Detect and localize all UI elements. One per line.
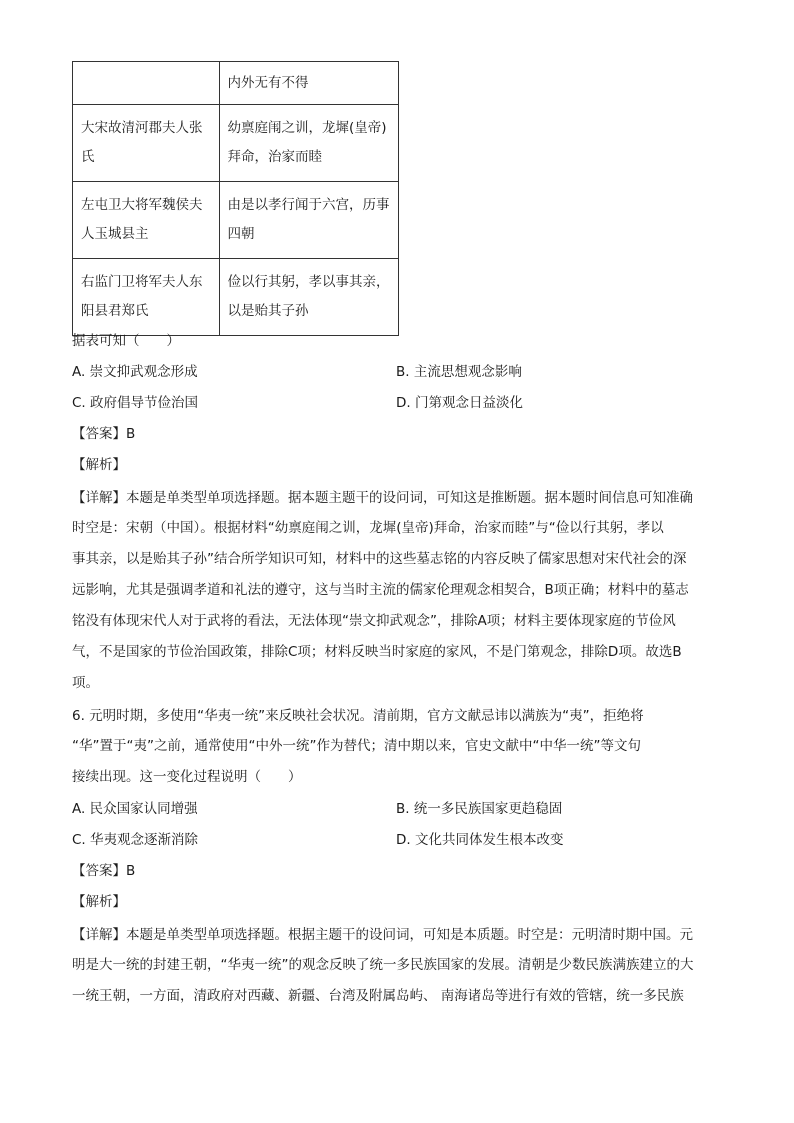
option-d: D. 文化共同体发生根本改变 [396, 832, 564, 848]
detail-line: 时空是：宋朝（中国）。根据材料“幼禀庭闱之训，龙墀(皇帝)拜命，治家而睦”与“俭以行其躬，孝以 [72, 520, 664, 536]
table-row [73, 105, 399, 182]
option-a: A. 崇文抑武观念形成 [72, 364, 198, 380]
table-cell: 幼禀庭闱之训，龙墀(皇帝)拜命，治家而睦 [219, 105, 398, 182]
table-cell: 由是以孝行闻于六宫，历事四朝 [219, 182, 398, 259]
detail-line: 【详解】本题是单类型单项选择题。根据主题干的设问词，可知是本质题。时空是：元明清时期中国。元 [72, 927, 693, 943]
option-d: D. 门第观念日益淡化 [396, 395, 523, 411]
detail-line: 事其亲，以是贻其子孙”结合所学知识可知，材料中的这些墓志铭的内容反映了儒家思想对宋代社会的深 [72, 551, 687, 567]
detail-line: 气，不是国家的节俭治国政策，排除C项；材料反映当时家庭的家风，不是门第观念，排除D项。故选B [72, 644, 682, 660]
question-stem: 6. 元明时期，多使用“华夷一统”来反映社会状况。清前期，官方文献忌讳以满族为“夷”，拒绝将 [72, 708, 644, 724]
detail-line: 项。 [72, 675, 99, 691]
table-cell: 右监门卫将军夫人东阳县君郑氏 [73, 259, 220, 336]
table-row [73, 62, 399, 105]
option-b: B. 统一多民族国家更趋稳固 [396, 801, 563, 817]
table-cell: 左屯卫大将军魏侯夫人玉城县主 [73, 182, 220, 259]
analysis-label: 【解析】 [72, 457, 126, 473]
option-c: C. 华夷观念逐渐消除 [72, 832, 199, 848]
question-stem: “华”置于“夷”之前，通常使用“中外一统”作为替代；清中期以来，官史文献中“中华一统”等文句 [72, 738, 641, 754]
question-stem: 接续出现。这一变化过程说明（ ） [72, 769, 302, 785]
table-row [73, 259, 399, 336]
table-cell [73, 62, 220, 105]
table-row [73, 182, 399, 259]
table-cell: 俭以行其躬，孝以事其亲，以是贻其子孙 [219, 259, 398, 336]
detail-line: 远影响，尤其是强调孝道和礼法的遵守，这与当时主流的儒家伦理观念相契合，B项正确；材料中的墓志 [72, 582, 689, 598]
question-stem: 据表可知（ ） [72, 333, 180, 349]
analysis-label: 【解析】 [72, 894, 126, 910]
answer-label: 【答案】B [72, 863, 136, 879]
detail-label: 【详解】 [72, 927, 126, 943]
detail-label: 【详解】 [72, 490, 126, 506]
material-table [72, 61, 399, 336]
option-c: C. 政府倡导节俭治国 [72, 395, 199, 411]
detail-line: 【详解】本题是单类型单项选择题。据本题主题干的设问词，可知这是推断题。据本题时间信息可知准确 [72, 490, 693, 506]
answer-label: 【答案】B [72, 426, 136, 442]
detail-line: 一统王朝，一方面，清政府对西藏、新疆、台湾及附属岛屿、 南海诸岛等进行有效的管辖，统一多民族 [72, 988, 684, 1004]
table-cell: 内外无有不得 [219, 62, 398, 105]
option-a: A. 民众国家认同增强 [72, 801, 198, 817]
detail-line: 铭没有体现宋代人对于武将的看法，无法体现“崇文抑武观念”，排除A项；材料主要体现家庭的节俭风 [72, 613, 676, 629]
table-cell: 大宋故清河郡夫人张氏 [73, 105, 220, 182]
option-b: B. 主流思想观念影响 [396, 364, 522, 380]
detail-line: 明是大一统的封建王朝，“华夷一统”的观念反映了统一多民族国家的发展。清朝是少数民族满族建立的大 [72, 957, 694, 973]
